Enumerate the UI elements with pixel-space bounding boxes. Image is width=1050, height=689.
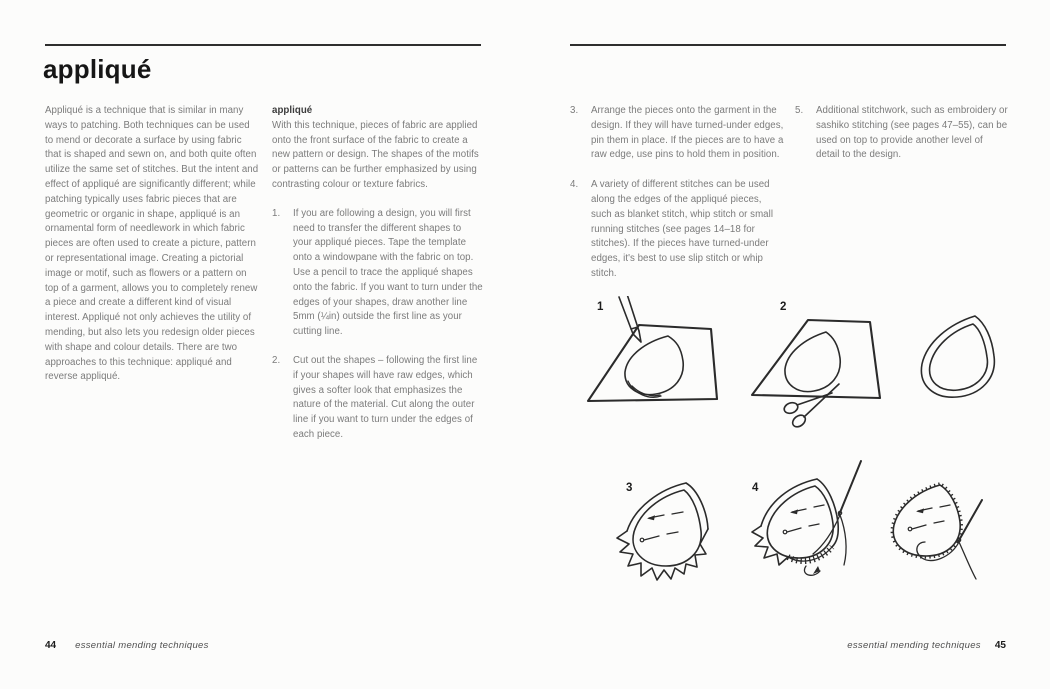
figure-4-label: 4: [752, 482, 759, 494]
figure-2-cutting-illustration: [742, 294, 892, 442]
list-item: [570, 178, 784, 282]
list-item: [795, 104, 1008, 163]
right-instructions-column-1: [570, 104, 784, 282]
left-page-top-rule: [45, 44, 481, 46]
page-title: appliqué: [43, 54, 152, 84]
figure-4-stitching-illustration: [740, 455, 885, 585]
step-number: 1.: [272, 207, 281, 219]
step-text: If you are following a design, you will first need to transfer the different shapes to your appliqué pieces. Tape the template onto a windowpane with the fabric on top. Use a pencil to trace the appliqué shapes onto the fabric. If you want to turn under the edges of your shapes, draw another line 5mm (¼in) outside the first line as your cutting line.: [293, 207, 483, 338]
scissors-fabric-icon: [742, 294, 892, 442]
list-item: [570, 104, 784, 163]
section-intro: With this technique, pieces of fabric are applied onto the front surface of the fabric to create a new pattern or design. The shapes of the motifs or patterns can be further emphasized by using contrasting colour or texture fabrics.: [272, 119, 479, 190]
running-title: essential mending techniques: [75, 640, 209, 651]
figure-1-tracing-illustration: [583, 296, 735, 421]
list-item: [272, 354, 483, 443]
step-number: 4.: [570, 179, 579, 191]
step-text: Additional stitchwork, such as embroidery or sashiko stitching (see pages 47–55), can be used on top to provide another level of detail to the design.: [816, 105, 1008, 161]
step-text: A variety of different stitches can be used along the edges of the appliqué pieces, such as blanket stitch, whip stitch or small running stitches (see pages 14–18 for stitches). If the pieces have turned-under edges, it's best to use slip stitch or whip stitch.: [591, 179, 774, 279]
step-text: Cut out the shapes – following the first line if your shapes will have raw edges, which gives a softer look that emphasizes the nature of the material. Cut along the outer line if you want to turn under the edges of each piece.: [293, 354, 478, 440]
left-intro-column: [45, 104, 259, 385]
needle-stitching-icon: [740, 455, 885, 585]
figure-3-pinned-illustration: [608, 477, 726, 587]
left-instructions-column: [272, 104, 483, 443]
step-text: Arrange the pieces onto the garment in the design. If they will have turned-under edges, pin them in place. If the pieces are to have a raw edge, use pins to hold them in position.: [591, 105, 784, 161]
pinned-teardrop-icon: [608, 477, 726, 587]
teardrop-piece-icon: [905, 310, 1005, 402]
right-page-footer: [570, 640, 1006, 651]
figure-1-label: 1: [597, 301, 604, 313]
right-page-top-rule: [570, 44, 1006, 46]
step-number: 5.: [795, 105, 804, 116]
running-title: essential mending techniques: [847, 640, 981, 651]
page-number: 45: [994, 640, 1006, 651]
figure-cut-piece-illustration: [905, 310, 1005, 402]
left-page-footer: [45, 640, 209, 651]
step-number: 2.: [272, 354, 281, 366]
intro-paragraph: Appliqué is a technique that is similar in many ways to patching. Both techniques can be used to mend or decorate a surface by using fabric that is shaped and sewn on, and both quite often utilize the same set of stitches. But the intent and effect of appliqué are significantly different; while patching typically uses fabric pieces that are geometric or organic in shape, appliqué is an ornamental form of needlework in which fabric pieces are often used to create a picture, pattern or representational image. Creating a pictorial image or motif, such as flowers or a pattern on top of a garment, allows you to completely renew a piece and create a different kind of visual interest. Appliqué not only achieves the utility of mending, but also lets you redesign older pieces with shape and colour details. There are two approaches to this technique: appliqué and reverse appliqué.: [45, 105, 259, 383]
right-instructions-column-2: [795, 104, 1008, 163]
figure-2-label: 2: [780, 301, 787, 313]
list-item: [272, 207, 483, 340]
stitched-teardrop-icon: [868, 456, 993, 586]
section-heading: appliqué: [272, 105, 313, 116]
figure-3-label: 3: [626, 482, 633, 494]
step-number: 3.: [570, 105, 579, 116]
pencil-fabric-icon: [583, 296, 735, 421]
page-number: 44: [45, 640, 57, 651]
figure-finished-illustration: [868, 456, 993, 586]
